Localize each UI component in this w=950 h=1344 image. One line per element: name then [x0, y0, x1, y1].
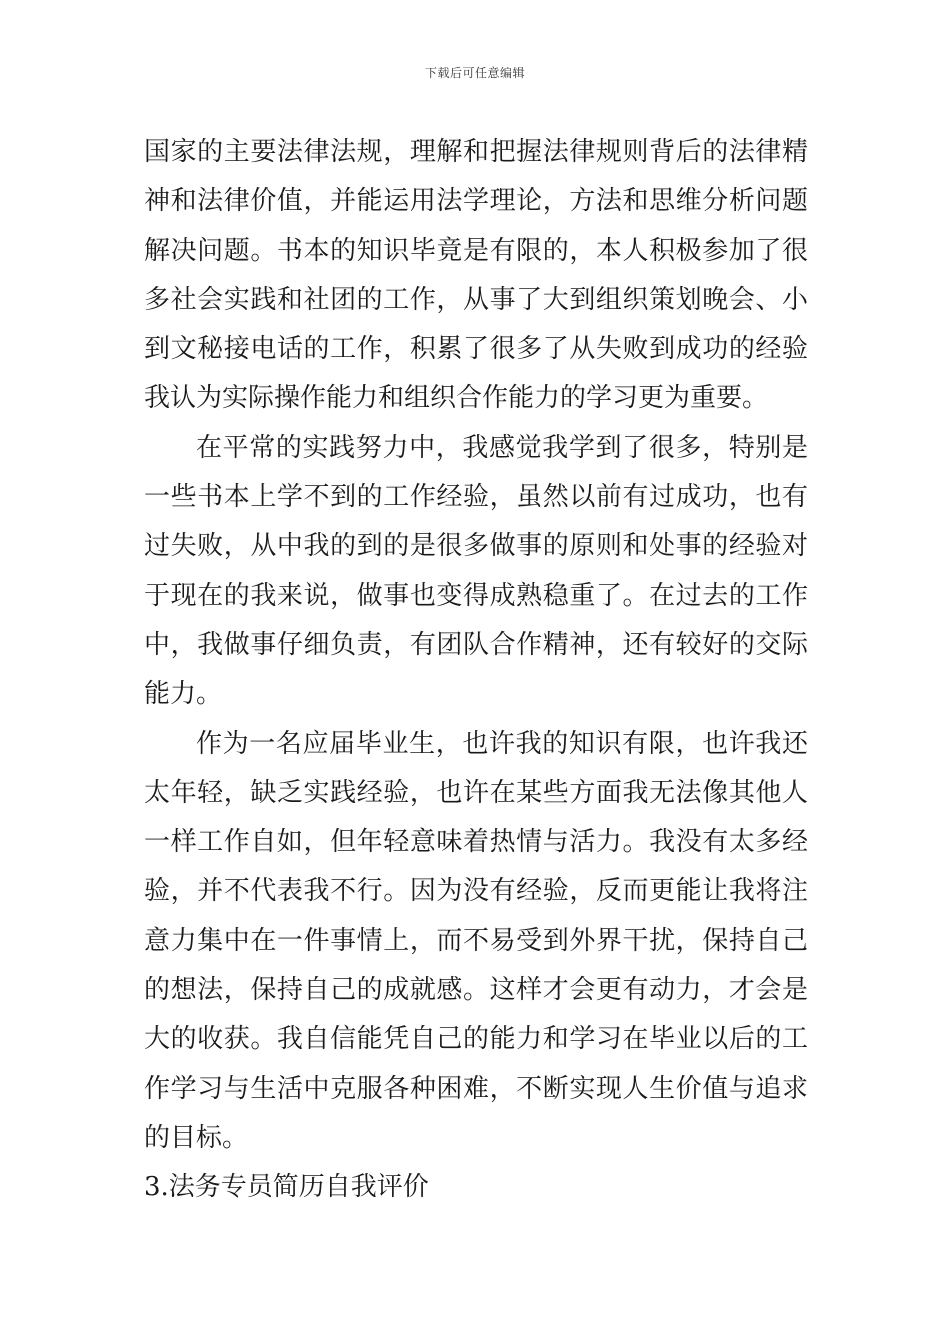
paragraph-3: 作为一名应届毕业生，也许我的知识有限，也许我还太年轻，缺乏实践经验，也许在某些方面我无法像其他人一样工作自如，但年轻意味着热情与活力。我没有太多经验，并不代表我不行。因为没有经验，反而更能让我将注意力集中在一件事情上，而不易受到外界干扰，保持自己的想法，保持自己的成就感。这样才会更有动力，才会是大的收获。我自信能凭自己的能力和学习在毕业以后的工作学习与生活中克服各种困难，不断实现人生价值与追求的目标。: [144, 728, 808, 1153]
document-body: [144, 128, 808, 1213]
paragraph-2: 在平常的实践努力中，我感觉我学到了很多，特别是一些书本上学不到的工作经验，虽然以前有过成功，也有过失败，从中我的到的是很多做事的原则和处事的经验对于现在的我来说，做事也变得成熟稳重了。在过去的工作中，我做事仔细负责，有团队合作精神，还有较好的交际能力。: [144, 432, 808, 710]
paragraph-1: 国家的主要法律法规，理解和把握法律规则背后的法律精神和法律价值，并能运用法学理论，方法和思维分析问题解决问题。书本的知识毕竟是有限的，本人积极参加了很多社会实践和社团的工作，从事了大到组织策划晚会、小到文秘接电话的工作，积累了很多了从失败到成功的经验我认为实际操作能力和组织合作能力的学习更为重要。: [144, 137, 808, 414]
page-header: 下载后可任意编辑: [424, 66, 525, 80]
section-heading: 3.法务专员简历自我评价: [144, 1172, 429, 1203]
